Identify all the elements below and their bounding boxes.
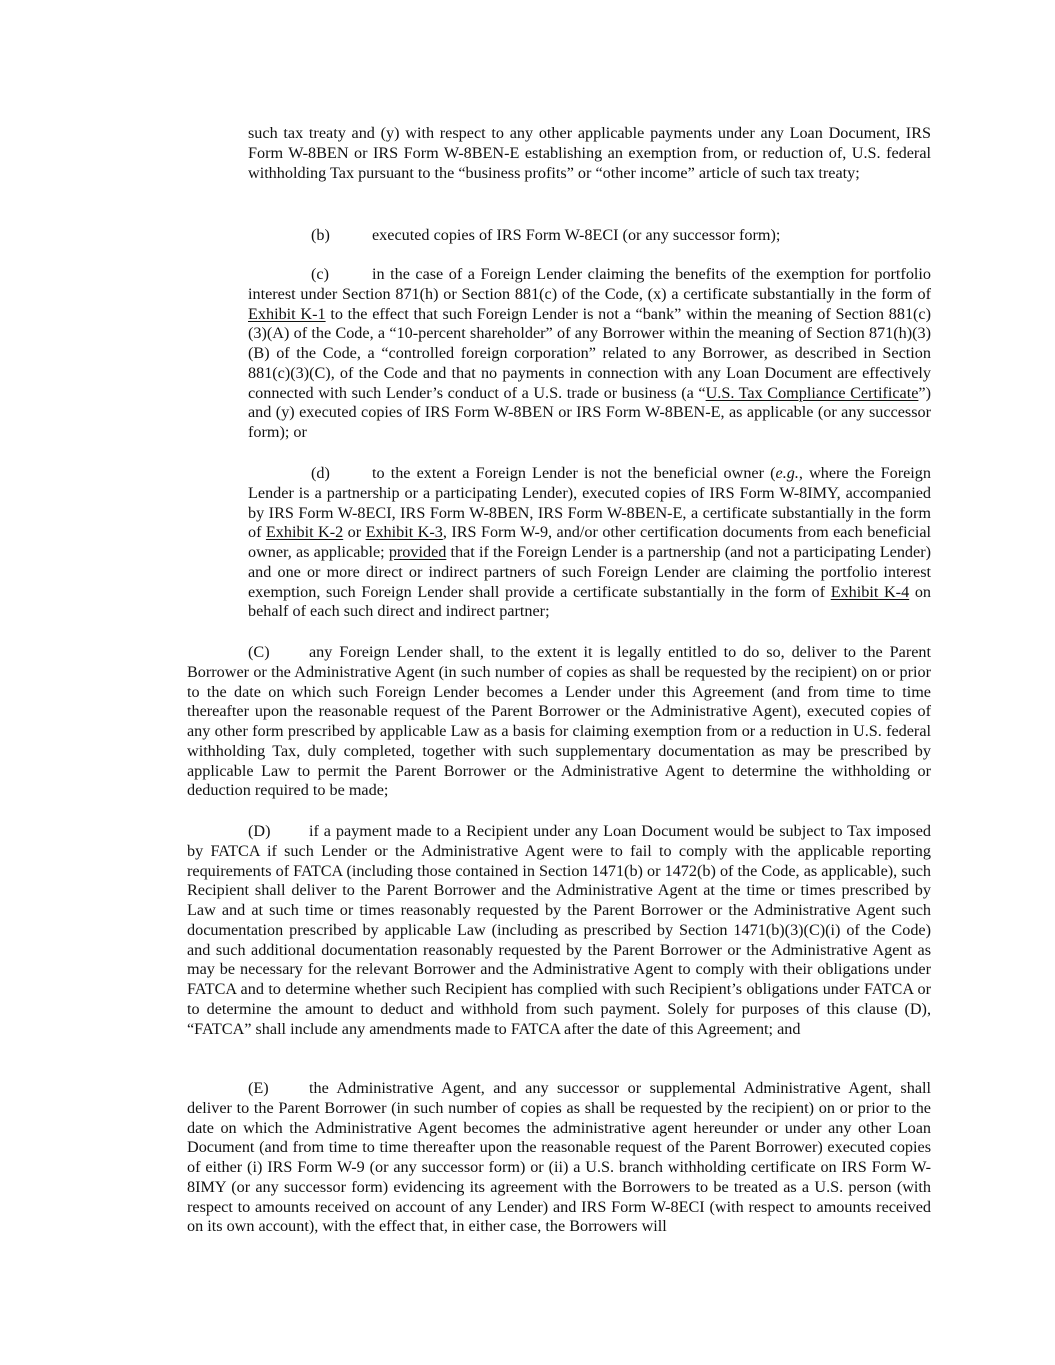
clause-c-text-2: to the effect that such Foreign Lender is not a “bank” within the meaning of Section 881(c)(3)(A) of the Code, a “10-percent shareholder” of any Borrower within the meaning of Section 871(h)(3)(B) of the Code, a “controlled foreign corporation” related to any Borrower, as described in Section 881(c)(3)(C), of the Code and that no payments in connection with any Loan Document are effectively connected with such Lender’s conduct of a U.S. trade or business (a “: [248, 304, 932, 402]
continuation-paragraph: [248, 124, 931, 183]
clause-d-text-2: , where the Foreign Lender is a partnership or a participating Lender), executed copies of IRS Form W-8IMY, accompanied by IRS Form W-8ECI, IRS Form W-8BEN, IRS Form W-8BEN-E, a certificate substantially in the form of: [248, 464, 931, 542]
clause-b: [248, 226, 931, 246]
clause-c-text-1: in the case of a Foreign Lender claiming the benefits of the exemption for portfolio interest under Section 871(h) or Section 881(c) of the Code, (x) a certificate substantially in the form of: [248, 265, 931, 303]
clause-d-text-5: that if the Foreign Lender is a partnership (and not a participating Lender) and one or more direct or indirect partners of such Foreign Lender are claiming the portfolio interest exemption, such Foreign Lender shall provide a certificate substantially in the form of: [248, 543, 931, 601]
clause-d-text-1: to the extent a Foreign Lender is not the beneficial owner (: [372, 464, 776, 482]
exhibit-k3-link[interactable]: Exhibit K-3: [365, 523, 443, 542]
defined-term-us-tax-compliance-certificate: U.S. Tax Compliance Certificate: [705, 383, 919, 402]
clause-d-eg: e.g.: [775, 464, 799, 482]
clause-d-text-3: or: [343, 523, 366, 542]
clause-E-label: (E): [248, 1079, 269, 1097]
clause-b-text: executed copies of IRS Form W-8ECI (or any successor form);: [372, 226, 781, 244]
clause-C-text: any Foreign Lender shall, to the extent it is legally entitled to do so, deliver to the Parent Borrower or the Administrative Agent (in such number of copies as shall be requested by the recipient) on or prior to the date on which such Foreign Lender becomes a Lender under this Agreement (and from time to time thereafter upon the reasonable request of the Parent Borrower or the Administrative Agent), executed copies of any other form prescribed by applicable Law as a basis for claiming exemption from or a reduction in U.S. federal withholding Tax, duly completed, together with such supplementary documentation as may be prescribed by applicable Law to permit the Parent Borrower or the Administrative Agent to determine the withholding or deduction required to be made;: [187, 643, 931, 800]
clause-d-label: (d): [311, 464, 330, 482]
exhibit-k2-link[interactable]: Exhibit K-2: [265, 523, 344, 542]
clause-E-text: the Administrative Agent, and any successor or supplemental Administrative Agent, shall deliver to the Parent Borrower (in such number of copies as shall be requested by the recipient) on or prior to the date on which the Administrative Agent becomes the administrative agent hereunder or under any other Loan Document (and from time to time thereafter upon the reasonable request of the Parent Borrower) executed copies of either (i) IRS Form W-9 (or any successor form) or (ii) a U.S. branch withholding certificate on IRS Form W-8IMY (or any successor form) evidencing its agreement with the Borrowers to be treated as a U.S. person (with respect to amounts received on account of any Lender) and IRS Form W-8ECI (with respect to amounts received on its own account), with the effect that, in either case, the Borrowers will: [187, 1079, 931, 1236]
clause-D-label: (D): [248, 822, 271, 840]
clause-D: [187, 822, 931, 1039]
clause-c-label: (c): [311, 265, 329, 283]
exhibit-k1-link[interactable]: Exhibit K-1: [248, 304, 326, 323]
clause-C-label: (C): [248, 643, 270, 661]
clause-C: [187, 643, 931, 801]
clause-d-text-6: on behalf of each such direct and indirect partner;: [248, 582, 932, 621]
clause-b-label: (b): [311, 226, 330, 244]
clause-d: [248, 464, 931, 622]
provided-term: provided: [388, 543, 447, 561]
continuation-text: such tax treaty and (y) with respect to any other applicable payments under any Loan Document, IRS Form W-8BEN or IRS Form W-8BEN-E establishing an exemption from, or reduction of, U.S. federal withholding Tax pursuant to the “business profits” or “other income” article of such tax treaty;: [248, 124, 931, 182]
exhibit-k4-link[interactable]: Exhibit K-4: [830, 582, 910, 601]
clause-c-text-3: ”) and (y) executed copies of IRS Form W-8BEN or IRS Form W-8BEN-E, as applicable (or any successor form); or: [248, 383, 931, 441]
clause-c: [248, 265, 931, 443]
clause-E: [187, 1079, 931, 1237]
clause-D-text: if a payment made to a Recipient under any Loan Document would be subject to Tax imposed by FATCA if such Lender or the Administrative Agent were to fail to comply with the applicable reporting requirements of FATCA (including those contained in Section 1471(b) or 1472(b) of the Code, as applicable), such Recipient shall deliver to the Parent Borrower and the Administrative Agent at the time or times prescribed by Law and at such time or times reasonably requested by the Parent Borrower or the Administrative Agent such documentation prescribed by applicable Law (including as prescribed by Section 1471(b)(3)(C)(i) of the Code) and such additional documentation reasonably requested by the Parent Borrower or the Administrative Agent as may be necessary for the relevant Borrower and the Administrative Agent to comply with their obligations under FATCA and to determine whether such Recipient has complied with such Recipient’s obligations under FATCA or to determine the amount to deduct and withhold from such payment. Solely for purposes of this clause (D), “FATCA” shall include any amendments made to FATCA after the date of this Agreement; and: [187, 822, 931, 1038]
clause-d-text-4: , IRS Form W-9, and/or other certification documents from each beneficial owner, as applicable;: [248, 523, 932, 561]
